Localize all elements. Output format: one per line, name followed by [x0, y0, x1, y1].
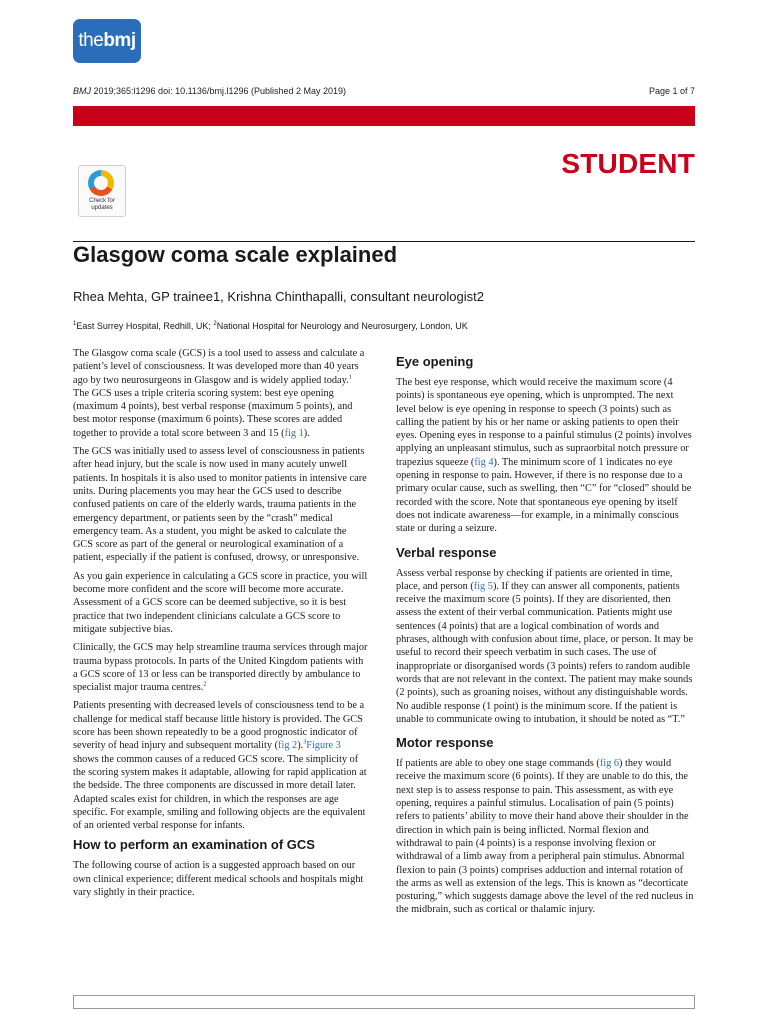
footer-box	[73, 995, 695, 1009]
text: ) they would receive the maximum score (6 points). If they are unable to do this, the next step is to assess response to pain. This assessment, as with eye opening, requires a painful stimulus. Localisation of pain (5 points) refers to patients’ ability to move their hand above their shoulder in the direction in which pain is being inflicted. Normal flexion and withdrawal to pain (4 points) is a response involving flexion or withdrawal of a limb away from a peripheral pain stimulus. Abnormal flexion to pain (3 points) comprises adduction and internal rotation of the arms as well as extension of the legs. This is known as “decorticate posturing,” which suggests damage above the level of the red nucleus in the midbrain, such as cortical or thalamic injury.	[396, 758, 694, 916]
journal-name: BMJ	[73, 86, 91, 96]
text: ).	[303, 427, 310, 439]
check-for-updates-badge[interactable]	[78, 165, 126, 217]
logo-bmj: bmj	[103, 30, 136, 51]
figure-3-link[interactable]: Figure 3	[306, 740, 341, 752]
heading-examination: How to perform an examination of GCS	[73, 837, 315, 853]
header-red-bar	[73, 106, 695, 126]
fig-2-link[interactable]: fig 2	[278, 740, 298, 752]
badge-text	[79, 198, 125, 212]
paragraph-prognosis	[73, 699, 369, 832]
column-left	[73, 347, 369, 904]
text: ). If they can answer all components, patients receive the maximum score (5 points). If they are disoriented, then assess the extent of their verbal communication. Patients might use sentences (4 points) that are a logical combination of words and phrases, although with confusion about time, place, or person. It may be useful to record their speech verbatim in such cases. The use of inappropriate or disorganised words (3 points) refers to random audible words that are not relevant in the context. The patient may make sounds (2 points), such as groaning noises, without any distinguishable words. No audible response (1 point) is the minimum score. If the patient is unable to communicate owing to intubation, it should be noted as “T.”	[396, 580, 694, 725]
text: If patients are able to obey one stage commands (	[396, 758, 600, 770]
text: The best eye response, which would receive the maximum score (4 points) is spontaneous eye opening, which is unprompted. The next level below is eye opening in response to speech (3 points) such as calling the patient by his or her name or asking patients to open their eyes. Opening eyes in response to a painful stimulus (2 points) involves applying an unpleasant stimulus, such as supraorbital notch pressure or trapezius squeeze (	[396, 377, 692, 468]
heading-eye-opening: Eye opening	[396, 354, 474, 369]
logo-the: the	[78, 30, 104, 51]
text: The GCS uses a triple criteria scoring system: best eye opening (maximum 4 points), best verbal response (maximum 5 points), and best motor response (maximum 6 points). These scores are added together to provide a total score between 3 and 15 (	[73, 387, 353, 439]
badge-line-1: Check for	[89, 198, 115, 204]
affil-sup-2: 2	[213, 321, 217, 327]
affil-sup-1: 1	[73, 321, 77, 327]
affiliation-1: East Surrey Hospital, Redhill, UK;	[76, 321, 214, 331]
ref-sup: 2	[203, 681, 207, 688]
fig-1-link[interactable]: fig 1	[284, 427, 304, 439]
text: Assess verbal response by checking if patients are oriented in time, place, and person (	[396, 567, 673, 592]
paragraph-intro	[73, 347, 369, 440]
column-right	[396, 354, 694, 922]
paragraph-usage: The GCS was initially used to assess level of consciousness in patients after head injury, but the scale is now used in many acutely unwell patients. In hospitals it is also used to monitor patients in intensive care units. During placements you may hear the GCS used to describe confused patients on care of the elderly wards, trauma patients in the emergency department, or patients seen by the “crash” medical emergency team. As a student, you might be asked to calculate the GCS score as part of the general or neurological examination of a patient, especially if the patient is confused, drowsy, or unresponsive.	[73, 446, 367, 564]
paragraph-clinical	[73, 641, 369, 694]
text: The Glasgow coma scale (GCS) is a tool used to assess and calculate a patient’s level of consciousness. It was developed more than 40 years ago by two neurosurgeons in Glasgow and is widely applied today.	[73, 348, 365, 386]
paragraph-motor	[396, 757, 694, 917]
heading-motor-response: Motor response	[396, 735, 494, 751]
text: Clinically, the GCS may help streamline trauma services through major trauma bypass protocols. In parts of the United Kingdom patients with a GCS score of 13 or less can be transported directly by ambulance to specialist major trauma centres.	[73, 642, 368, 694]
paragraph-experience: As you gain experience in calculating a GCS score in practice, you will become more confident and the score will become more accurate. Assessment of a GCS score can be deemed subjective, so it is best practice that two independent clinicians calculate a GCS score to mitigate subjective bias.	[73, 570, 368, 635]
paragraph-course: The following course of action is a suggested approach based on our own clinical experience; different medical schools and hospitals might vary slightly in their practice.	[73, 860, 364, 898]
ref-sup: 1	[348, 374, 352, 381]
text: ). The minimum score of 1 indicates no eye opening in response to pain. However, if there is no response due to a primary ocular cause, such as swelling, then “C” for “closed” should be recorded with the score. Note that spontaneous eye opening by itself does not indicate awareness—for example, in a minimally conscious state or during a seizure.	[396, 456, 692, 535]
affiliations	[73, 321, 468, 331]
text: Patients presenting with decreased levels of consciousness tend to be a challenge for medical staff because little history is provided. The GCS score has been shown repeatedly to be a good prognostic indicator of severity of head injury and subsequent mortality (	[73, 700, 365, 752]
text: ).	[297, 740, 304, 752]
fig-5-link[interactable]: fig 5	[473, 580, 493, 592]
heading-verbal-response: Verbal response	[396, 544, 497, 560]
section-label: STUDENT	[561, 148, 695, 179]
text: shows the common causes of a reduced GCS score. The simplicity of the scoring system makes it adaptable, allowing for rapid application at the bedside. The three components are discussed in more detail later. Adapted scales exist for children, in which the responses are age specific. For example, smiling and following objects are the equivalent of an oriented verbal response for infants.	[73, 753, 367, 832]
fig-6-link[interactable]: fig 6	[599, 758, 620, 770]
affiliation-2: National Hospital for Neurology and Neurosurgery, London, UK	[216, 321, 468, 331]
citation-line	[73, 86, 346, 96]
fig-4-link[interactable]: fig 4	[474, 456, 494, 468]
citation-details: 2019;365:l1296 doi: 10.1136/bmj.l1296 (Published 2 May 2019)	[91, 86, 347, 96]
article-title: Glasgow coma scale explained	[73, 242, 398, 267]
authors: Rhea Mehta, GP trainee1, Krishna Chinthapalli, consultant neurologist2	[73, 289, 484, 304]
badge-line-2: updates	[91, 205, 113, 211]
paragraph-verbal	[396, 567, 694, 727]
page-number: Page 1 of 7	[648, 86, 695, 96]
paragraph-eye	[396, 376, 694, 536]
bmj-logo[interactable]	[73, 19, 141, 63]
ref-sup: 3	[303, 739, 307, 746]
crossmark-icon	[88, 170, 114, 196]
